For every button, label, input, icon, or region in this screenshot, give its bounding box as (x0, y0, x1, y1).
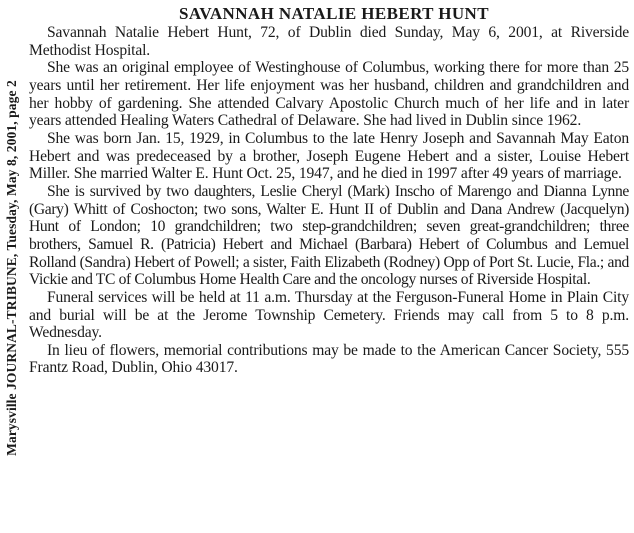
obituary-headline: SAVANNAH NATALIE HEBERT HUNT (179, 4, 489, 23)
paragraph-career-life: She was an original employee of Westinghouse of Columbus, working there for more than 25 years until her retirement. Her life enjoyment was her husband, children and grandchildren and her hobby of gardening. She attended Calvary Apostolic Church much of her life and in later years attended Healing Waters Cathedral of Delaware. She had lived in Dublin since 1962. (29, 59, 629, 130)
obituary-article (29, 0, 629, 377)
paragraph-death-notice: Savannah Natalie Hebert Hunt, 72, of Dublin died Sunday, May 6, 2001, at Riverside Methodist Hospital. (29, 24, 629, 59)
publication-citation: Marysville JOURNAL-TRIBUNE, Tuesday, May 8, 2001, page 2 (4, 80, 19, 456)
paragraph-memorial-contributions: In lieu of flowers, memorial contributions may be made to the American Cancer Society, 555 Frantz Road, Dublin, Ohio 43017. (29, 341, 629, 377)
paragraph-birth-family: She was born Jan. 15, 1929, in Columbus to the late Henry Joseph and Savannah May Eaton Hebert and was predeceased by a brother, Joseph Eugene Hebert and a sister, Louise Hebert Miller. She married Walter E. Hunt Oct. 25, 1947, and he died in 1997 after 49 years of marriage. (29, 129, 629, 183)
side-caption (0, 0, 24, 533)
paragraph-funeral-services: Funeral services will be held at 11 a.m. Thursday at the Ferguson-Funeral Home in Plain City and burial will be at the Jerome Township Cemetery. Friends may call from 5 to 8 p.m. Wednesday. (29, 288, 629, 342)
paragraph-survivors: She is survived by two daughters, Leslie Cheryl (Mark) Inscho of Marengo and Dianna Lynne (Gary) Whitt of Coshocton; two sons, Walter E. Hunt II of Dublin and Dana Andrew (Jacquelyn) Hunt of London; 10 grandchildren; two step-grandchildren; seven great-grandchildren; three brothers, Samuel R. (Patricia) Hebert and Michael (Barbara) Hebert of Columbus and Lemuel Rolland (Sandra) Hebert of Powell; a sister, Faith Elizabeth (Rodney) Opp of Port St. Lucie, Fla.; and Vickie and TC of Columbus Home Health Care and the oncology nurses of Riverside Hospital. (29, 182, 629, 289)
